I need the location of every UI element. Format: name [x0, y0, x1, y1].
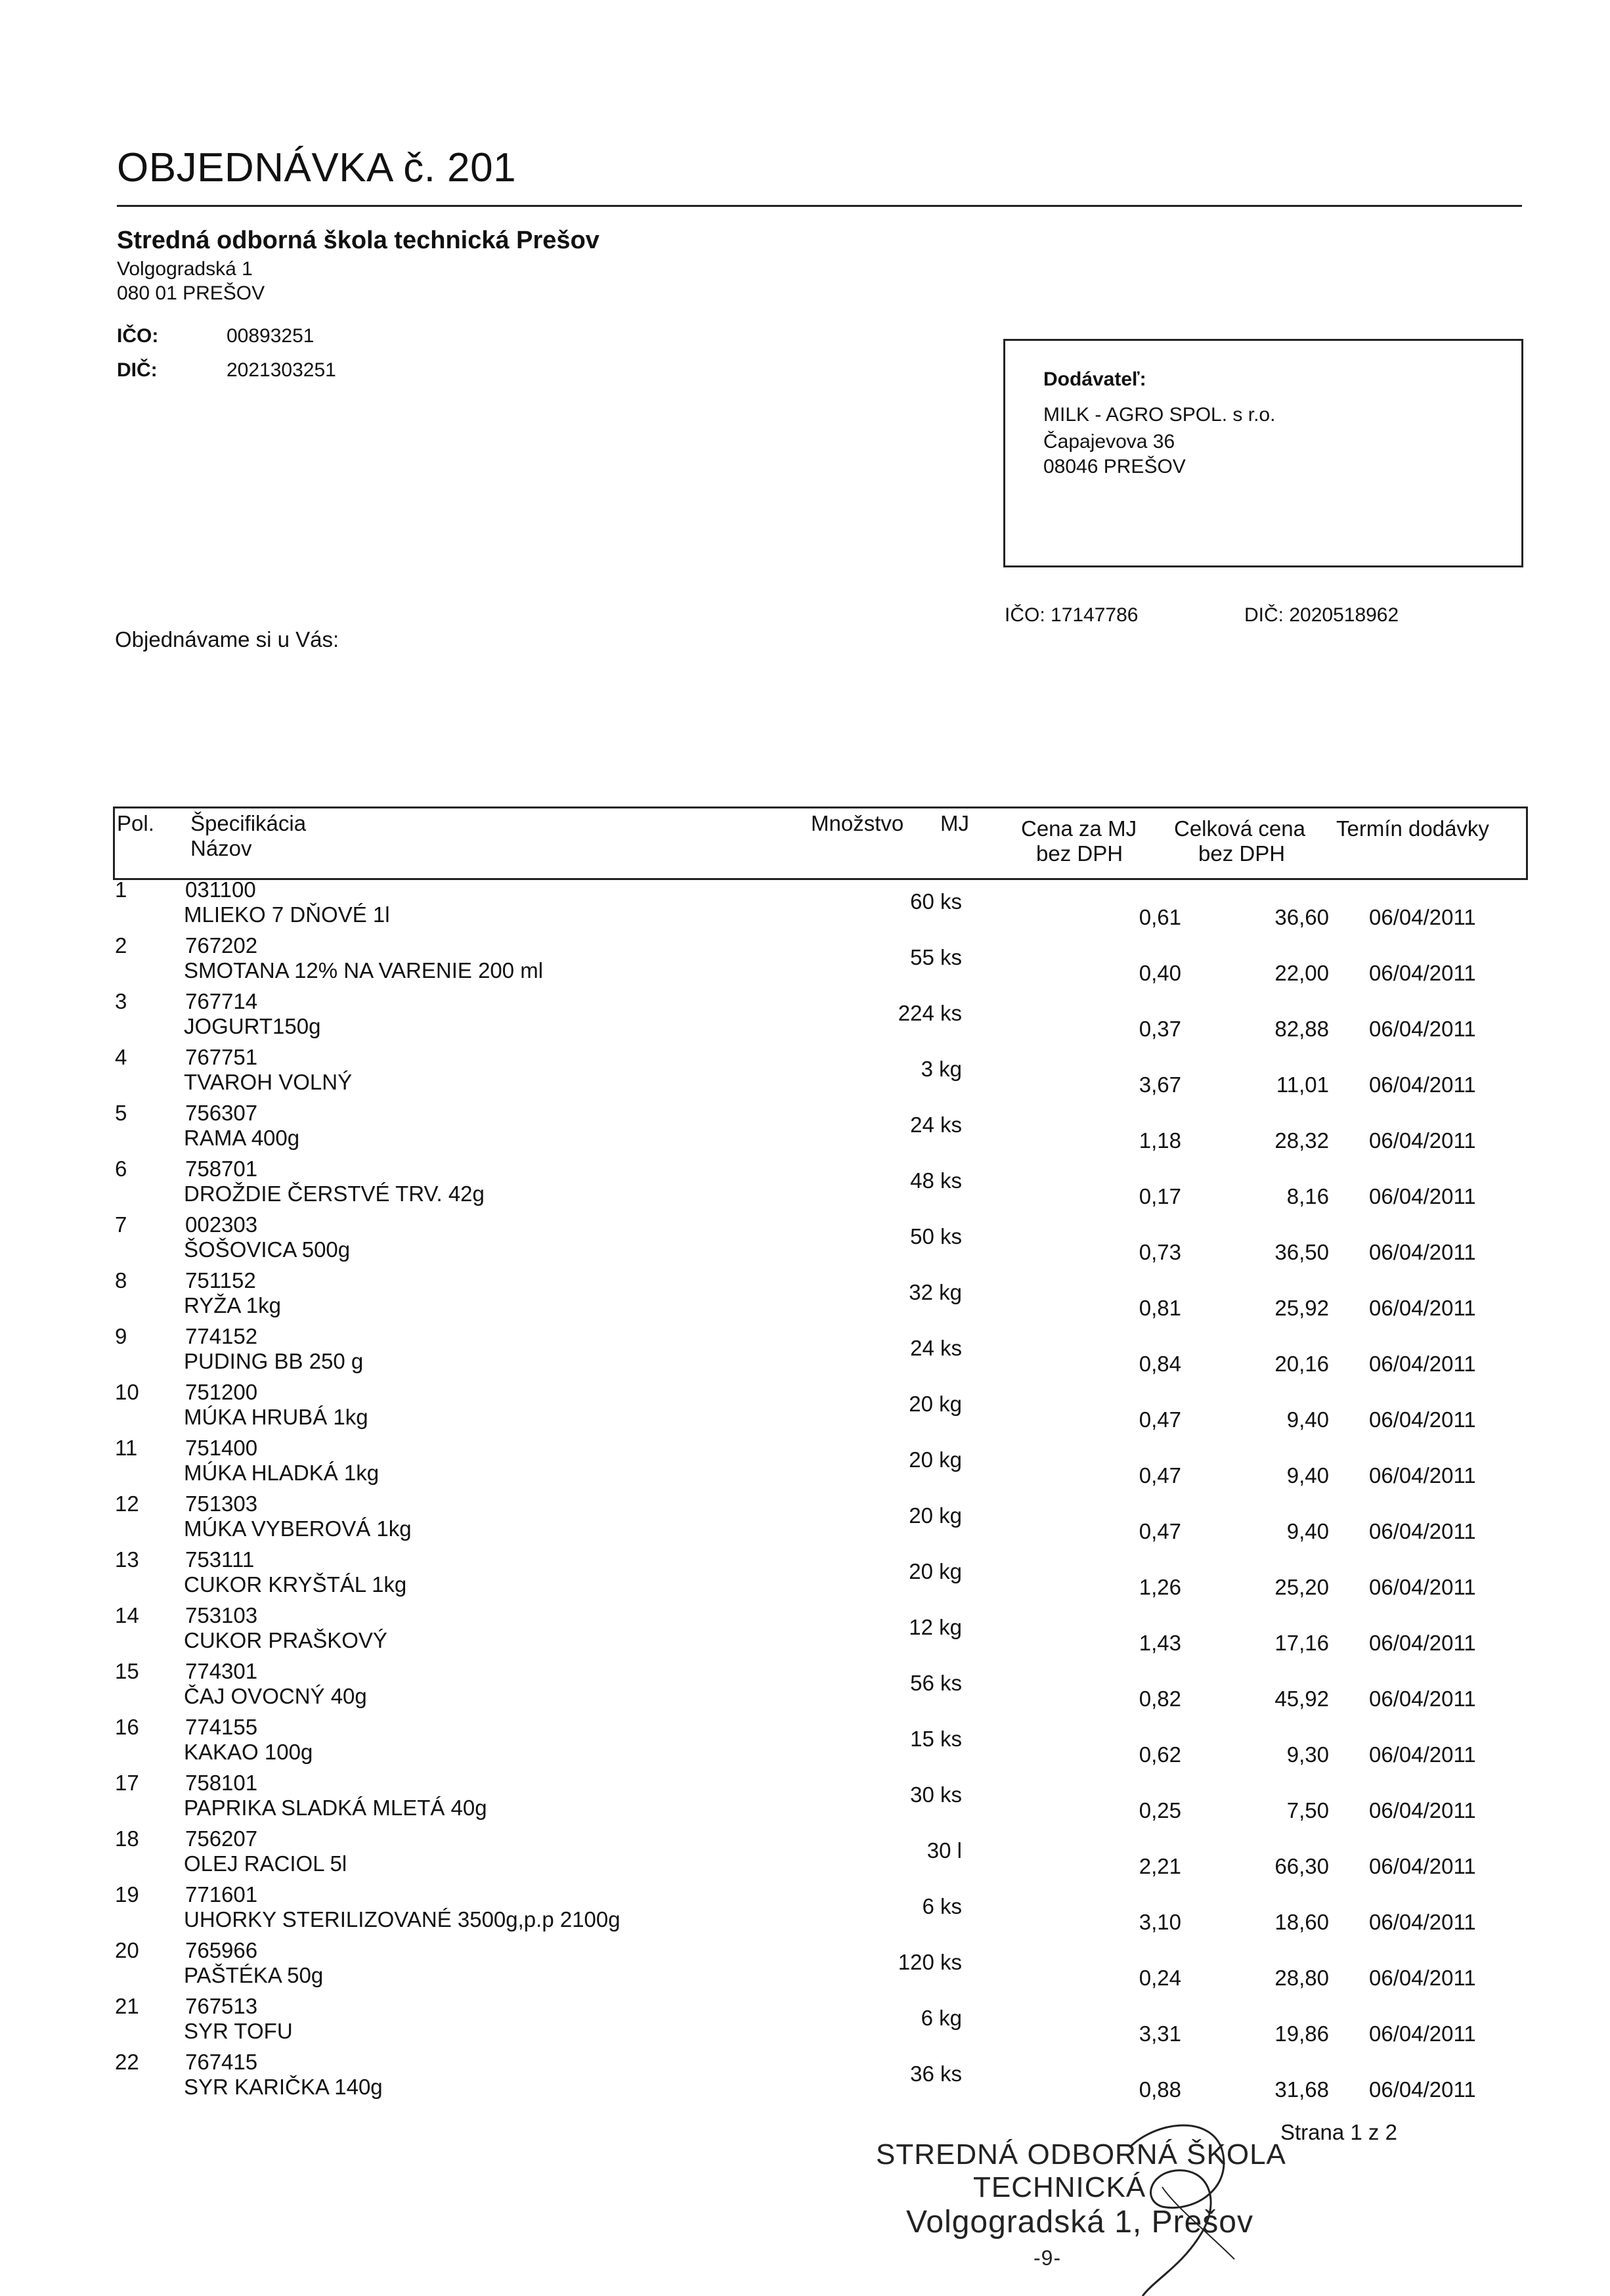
row-total: 25,92 — [1274, 1296, 1329, 1320]
row-code: 751400 — [185, 1436, 258, 1460]
row-name: SYR KARIČKA 140g — [184, 2075, 383, 2099]
row-pol: 6 — [115, 1157, 127, 1181]
row-unit-price: 0,47 — [1139, 1519, 1181, 1543]
stamp-line-3: Volgogradská 1, Prešov — [906, 2205, 1253, 2240]
row-unit-price: 1,26 — [1139, 1575, 1181, 1599]
stamp-line-2: TECHNICKÁ — [973, 2171, 1146, 2203]
row-total: 11,01 — [1276, 1072, 1329, 1097]
row-pol: 3 — [115, 989, 127, 1013]
page-number: Strana 1 z 2 — [1280, 2120, 1397, 2144]
row-qty: 60 ks — [910, 889, 962, 914]
header-mj: MJ — [940, 811, 969, 835]
row-name: PAŠTÉKA 50g — [184, 1963, 324, 1987]
row-total: 66,30 — [1274, 1854, 1329, 1878]
supplier-street: Čapajevova 36 — [1043, 431, 1175, 453]
row-pol: 12 — [115, 1491, 139, 1516]
row-total: 17,16 — [1274, 1631, 1329, 1655]
header-unit-price: Cena za MJ — [1021, 816, 1137, 841]
row-pol: 17 — [115, 1771, 139, 1795]
row-unit-price: 0,47 — [1139, 1463, 1181, 1488]
buyer-street: Volgogradská 1 — [117, 258, 253, 280]
row-name: JOGURT150g — [184, 1014, 321, 1038]
row-date: 06/04/2011 — [1369, 1296, 1476, 1320]
table-row — [0, 1101, 1610, 1157]
row-total: 45,92 — [1274, 1687, 1329, 1711]
row-date: 06/04/2011 — [1369, 1966, 1476, 1990]
row-date: 06/04/2011 — [1369, 2021, 1476, 2046]
row-name: CUKOR KRYŠTÁL 1kg — [184, 1572, 407, 1597]
table-row — [0, 1380, 1610, 1436]
table-row — [0, 1045, 1610, 1101]
row-name: OLEJ RACIOL 5l — [184, 1851, 347, 1876]
row-unit-price: 0,73 — [1139, 1240, 1181, 1264]
row-pol: 16 — [115, 1715, 139, 1739]
header-name: Názov — [190, 836, 252, 860]
row-total: 7,50 — [1286, 1798, 1329, 1822]
row-unit-price: 0,62 — [1139, 1742, 1181, 1767]
row-date: 06/04/2011 — [1369, 1798, 1476, 1822]
row-pol: 2 — [115, 933, 127, 958]
row-name: SMOTANA 12% NA VARENIE 200 ml — [184, 958, 544, 982]
row-code: 767513 — [185, 1994, 258, 2018]
row-unit-price: 0,84 — [1139, 1352, 1181, 1376]
header-total-note: bez DPH — [1198, 841, 1286, 866]
row-date: 06/04/2011 — [1369, 2077, 1476, 2102]
row-unit-price: 0,88 — [1139, 2077, 1181, 2102]
row-pol: 19 — [115, 1882, 139, 1907]
row-code: 765966 — [185, 1938, 258, 1962]
row-pol: 14 — [115, 1603, 139, 1627]
buyer-city: 080 01 PREŠOV — [117, 282, 265, 304]
table-row — [0, 2050, 1610, 2106]
table-row — [0, 1715, 1610, 1771]
row-unit-price: 0,47 — [1139, 1407, 1181, 1432]
header-total: Celková cena — [1174, 816, 1305, 841]
row-name: MÚKA VYBEROVÁ 1kg — [184, 1516, 412, 1541]
row-code: 774155 — [185, 1715, 258, 1739]
buyer-dic-label: DIČ: — [117, 359, 158, 381]
order-intro: Objednávame si u Vás: — [115, 627, 339, 651]
supplier-name: MILK - AGRO SPOL. s r.o. — [1043, 404, 1276, 426]
row-code: 758701 — [185, 1157, 258, 1181]
row-code: 771601 — [185, 1882, 258, 1907]
row-unit-price: 2,21 — [1139, 1854, 1181, 1878]
supplier-ico: IČO: 17147786 — [1005, 604, 1139, 626]
document-title: OBJEDNÁVKA č. 201 — [117, 145, 517, 190]
row-date: 06/04/2011 — [1369, 1519, 1476, 1543]
row-total: 9,40 — [1286, 1463, 1329, 1488]
row-qty: 24 ks — [910, 1336, 962, 1360]
row-code: 756207 — [185, 1826, 258, 1851]
table-row — [0, 1157, 1610, 1212]
row-date: 06/04/2011 — [1369, 1575, 1476, 1599]
row-code: 751152 — [185, 1268, 256, 1292]
row-date: 06/04/2011 — [1369, 1854, 1476, 1878]
row-total: 8,16 — [1286, 1184, 1329, 1208]
row-qty: 30 l — [926, 1838, 962, 1863]
table-row — [0, 1268, 1610, 1324]
row-qty: 32 kg — [909, 1280, 962, 1304]
row-unit-price: 0,82 — [1139, 1687, 1181, 1711]
row-date: 06/04/2011 — [1369, 1017, 1476, 1041]
header-spec: Špecifikácia — [190, 811, 307, 835]
row-total: 9,30 — [1286, 1742, 1329, 1767]
table-row — [0, 877, 1610, 933]
row-date: 06/04/2011 — [1369, 905, 1476, 929]
row-pol: 7 — [115, 1212, 127, 1237]
row-qty: 24 ks — [910, 1113, 962, 1137]
row-name: KAKAO 100g — [184, 1740, 313, 1764]
row-unit-price: 0,37 — [1139, 1017, 1181, 1041]
row-total: 25,20 — [1274, 1575, 1329, 1599]
row-name: CUKOR PRAŠKOVÝ — [184, 1628, 387, 1652]
row-total: 28,32 — [1274, 1128, 1329, 1153]
row-qty: 36 ks — [910, 2062, 962, 2086]
row-date: 06/04/2011 — [1369, 1184, 1476, 1208]
header-qty: Množstvo — [811, 811, 904, 835]
row-code: 774301 — [185, 1659, 258, 1683]
header-unit-price-note: bez DPH — [1036, 841, 1123, 866]
row-code: 753111 — [185, 1547, 255, 1572]
table-row — [0, 1771, 1610, 1826]
row-code: 767751 — [185, 1045, 258, 1069]
buyer-ico-label: IČO: — [117, 325, 159, 347]
row-name: ČAJ OVOCNÝ 40g — [184, 1684, 367, 1708]
supplier-city: 08046 PREŠOV — [1043, 456, 1186, 477]
row-unit-price: 0,25 — [1139, 1798, 1181, 1822]
row-total: 31,68 — [1274, 2077, 1329, 2102]
table-row — [0, 1659, 1610, 1715]
table-row — [0, 933, 1610, 989]
row-unit-price: 3,67 — [1139, 1072, 1181, 1097]
row-pol: 5 — [115, 1101, 127, 1125]
row-qty: 12 kg — [909, 1615, 962, 1639]
buyer-ico: 00893251 — [227, 325, 315, 347]
row-qty: 30 ks — [910, 1782, 962, 1807]
row-name: ŠOŠOVICA 500g — [184, 1237, 351, 1262]
row-name: MÚKA HRUBÁ 1kg — [184, 1405, 368, 1429]
row-date: 06/04/2011 — [1369, 1687, 1476, 1711]
row-unit-price: 1,18 — [1139, 1128, 1181, 1153]
row-qty: 6 kg — [921, 2006, 962, 2030]
row-unit-price: 3,10 — [1139, 1910, 1181, 1934]
row-name: MLIEKO 7 DŇOVÉ 1l — [184, 902, 390, 927]
row-total: 18,60 — [1274, 1910, 1329, 1934]
row-qty: 55 ks — [910, 945, 962, 969]
buyer-name: Stredná odborná škola technická Prešov — [117, 227, 599, 254]
row-total: 19,86 — [1274, 2021, 1329, 2046]
row-code: 767714 — [185, 989, 258, 1013]
row-name: TVAROH VOLNÝ — [184, 1070, 353, 1094]
supplier-label: Dodávateľ: — [1043, 368, 1146, 390]
row-qty: 20 kg — [909, 1447, 962, 1472]
row-name: UHORKY STERILIZOVANÉ 3500g,p.p 2100g — [184, 1907, 620, 1932]
row-name: SYR TOFU — [184, 2019, 293, 2043]
row-total: 82,88 — [1274, 1017, 1329, 1041]
row-code: 756307 — [185, 1101, 258, 1125]
table-row — [0, 1491, 1610, 1547]
row-date: 06/04/2011 — [1369, 1240, 1476, 1264]
table-row — [0, 1324, 1610, 1380]
row-pol: 8 — [115, 1268, 127, 1292]
row-name: RYŽA 1kg — [184, 1293, 281, 1317]
row-name: DROŽDIE ČERSTVÉ TRV. 42g — [184, 1181, 485, 1206]
row-unit-price: 1,43 — [1139, 1631, 1181, 1655]
row-code: 753103 — [185, 1603, 258, 1627]
row-code: 751200 — [185, 1380, 258, 1404]
supplier-box — [1003, 339, 1523, 567]
row-unit-price: 0,81 — [1139, 1296, 1181, 1320]
row-code: 031100 — [185, 877, 256, 902]
row-qty: 224 ks — [898, 1001, 962, 1025]
row-qty: 20 kg — [909, 1503, 962, 1528]
row-pol: 1 — [115, 877, 127, 902]
row-qty: 6 ks — [922, 1894, 962, 1918]
table-row — [0, 1994, 1610, 2050]
table-row — [0, 989, 1610, 1045]
supplier-dic: DIČ: 2020518962 — [1244, 604, 1399, 626]
row-unit-price: 0,61 — [1139, 905, 1181, 929]
row-date: 06/04/2011 — [1369, 1742, 1476, 1767]
row-code: 767202 — [185, 933, 258, 958]
row-qty: 20 kg — [909, 1559, 962, 1583]
row-unit-price: 0,40 — [1139, 961, 1181, 985]
row-date: 06/04/2011 — [1369, 1910, 1476, 1934]
table-row — [0, 1547, 1610, 1603]
row-qty: 120 ks — [898, 1950, 962, 1974]
stamp-line-1: STREDNÁ ODBORNÁ ŠKOLA — [876, 2138, 1286, 2171]
row-code: 767415 — [185, 2050, 258, 2074]
row-name: PAPRIKA SLADKÁ MLETÁ 40g — [184, 1796, 487, 1820]
table-row — [0, 1212, 1610, 1268]
row-name: PUDING BB 250 g — [184, 1349, 364, 1373]
row-total: 22,00 — [1274, 961, 1329, 985]
table-row — [0, 1882, 1610, 1938]
row-pol: 22 — [115, 2050, 139, 2074]
row-total: 36,50 — [1274, 1240, 1329, 1264]
row-pol: 20 — [115, 1938, 139, 1962]
row-date: 06/04/2011 — [1369, 1352, 1476, 1376]
buyer-dic: 2021303251 — [227, 359, 336, 381]
row-date: 06/04/2011 — [1369, 1407, 1476, 1432]
row-pol: 9 — [115, 1324, 127, 1348]
table-row — [0, 1436, 1610, 1491]
table-row — [0, 1603, 1610, 1659]
row-pol: 21 — [115, 1994, 139, 2018]
header-date: Termín dodávky — [1336, 816, 1489, 841]
row-total: 9,40 — [1286, 1407, 1329, 1432]
row-unit-price: 0,24 — [1139, 1966, 1181, 1990]
row-pol: 18 — [115, 1826, 139, 1851]
row-qty: 56 ks — [910, 1671, 962, 1695]
row-date: 06/04/2011 — [1369, 1631, 1476, 1655]
table-row — [0, 1938, 1610, 1994]
school-stamp — [867, 2108, 1286, 2296]
row-unit-price: 3,31 — [1139, 2021, 1181, 2046]
row-pol: 11 — [115, 1436, 138, 1460]
row-code: 751303 — [185, 1491, 258, 1516]
row-unit-price: 0,17 — [1139, 1184, 1181, 1208]
row-code: 758101 — [185, 1771, 258, 1795]
row-code: 002303 — [185, 1212, 258, 1237]
title-divider — [117, 205, 1522, 207]
header-pol: Pol. — [117, 811, 154, 835]
row-pol: 10 — [115, 1380, 139, 1404]
row-qty: 15 ks — [910, 1727, 962, 1751]
row-name: RAMA 400g — [184, 1126, 300, 1150]
row-total: 9,40 — [1286, 1519, 1329, 1543]
row-date: 06/04/2011 — [1369, 1128, 1476, 1153]
row-qty: 20 kg — [909, 1392, 962, 1416]
row-pol: 13 — [115, 1547, 139, 1572]
row-date: 06/04/2011 — [1369, 1463, 1476, 1488]
row-total: 28,80 — [1274, 1966, 1329, 1990]
row-name: MÚKA HLADKÁ 1kg — [184, 1461, 380, 1485]
row-date: 06/04/2011 — [1369, 961, 1476, 985]
row-date: 06/04/2011 — [1369, 1072, 1476, 1097]
row-code: 774152 — [185, 1324, 258, 1348]
row-qty: 48 ks — [910, 1168, 962, 1193]
stamp-line-4: -9- — [1033, 2246, 1062, 2270]
row-qty: 50 ks — [910, 1224, 962, 1248]
row-qty: 3 kg — [921, 1057, 962, 1081]
row-total: 20,16 — [1274, 1352, 1329, 1376]
row-pol: 4 — [115, 1045, 127, 1069]
row-total: 36,60 — [1274, 905, 1329, 929]
table-row — [0, 1826, 1610, 1882]
row-pol: 15 — [115, 1659, 139, 1683]
